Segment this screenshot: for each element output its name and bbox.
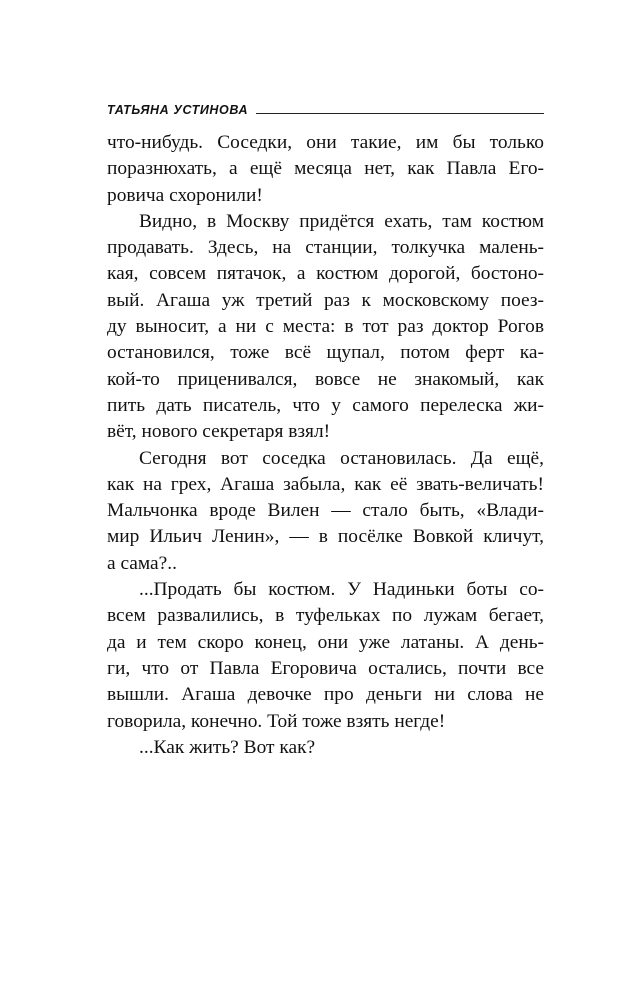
text-line: а сама?..	[107, 552, 177, 574]
text-line: ду выносит, а ни с места: в тот раз доктор Рогов	[107, 316, 544, 338]
text-line: ...Продать бы костюм. У Надиньки боты со-	[139, 579, 544, 601]
text-line: говорила, конечно. Той тоже взять негде!	[107, 710, 446, 732]
text-line: пить дать писатель, что у самого перелеска жи-	[107, 394, 544, 416]
text-line: мир Ильич Ленин», — в посёлке Вовкой кличут,	[107, 526, 544, 548]
text-line: да и тем скоро конец, они уже латаны. А день-	[107, 631, 544, 653]
text-line: кой-то приценивался, вовсе не знакомый, как	[107, 368, 544, 390]
text-line: вый. Агаша уж третий раз к московскому поез-	[107, 289, 544, 311]
text-line: Сегодня вот соседка остановилась. Да ещё,	[139, 447, 544, 469]
running-head	[107, 98, 544, 118]
text-line: как на грех, Агаша забыла, как её звать-величать!	[107, 473, 544, 495]
header-rule	[256, 113, 544, 114]
text-line: вёт, нового секретаря взял!	[107, 421, 331, 443]
text-line: ровича схоронили!	[107, 184, 263, 206]
text-line: поразнюхать, а ещё месяца нет, как Павла Его-	[107, 158, 544, 180]
text-line: Мальчонка вроде Вилен — стало быть, «Влади-	[107, 500, 544, 522]
text-line: ги, что от Павла Егоровича остались, почти все	[107, 657, 544, 679]
text-line: вышли. Агаша девочке про деньги ни слова не	[107, 684, 544, 706]
text-line: Видно, в Москву придётся ехать, там костюм	[139, 210, 544, 232]
text-line: продавать. Здесь, на станции, толкучка малень-	[107, 237, 544, 259]
body-text	[107, 130, 544, 761]
author-name: ТАТЬЯНА УСТИНОВА	[107, 103, 249, 117]
text-line: что-нибудь. Соседки, они такие, им бы только	[107, 132, 544, 153]
text-line: всем развалились, в туфельках по лужам бегает,	[107, 605, 544, 627]
text-line: ...Как жить? Вот как?	[139, 736, 316, 758]
text-line: остановился, тоже всё щупал, потом ферт ка-	[107, 342, 544, 364]
text-line: кая, совсем пятачок, а костюм дорогой, бостоно-	[107, 263, 544, 285]
